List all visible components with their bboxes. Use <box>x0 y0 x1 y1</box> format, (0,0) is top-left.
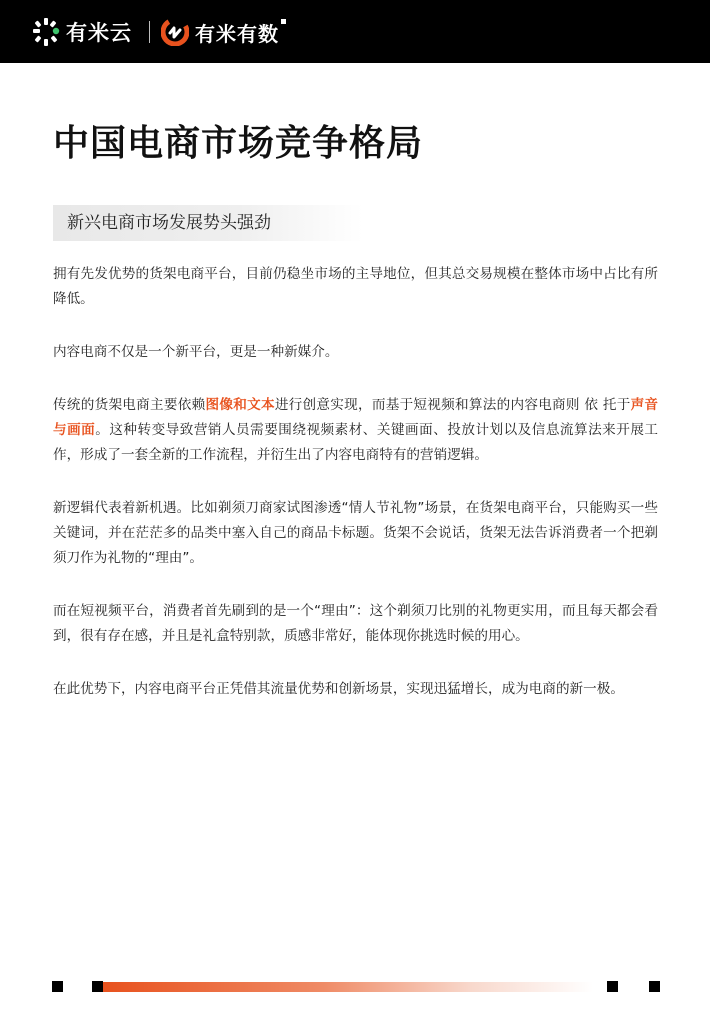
footer-square-3 <box>607 981 618 992</box>
paragraph-5: 而在短视频平台，消费者首先刷到的是一个“理由”：这个剃须刀比别的礼物更实用，而且每天都会看到，很有存在感，并且是礼盒特别款，质感非常好，能体现你挑选时候的用心。 <box>53 603 658 644</box>
paragraph-2: 内容电商不仅是一个新平台，更是一种新媒介。 <box>53 344 339 360</box>
paragraph-3-part-a: 传统的货架电商主要依赖 <box>53 397 206 413</box>
youmi-data-logo-icon <box>161 18 189 46</box>
brand1-name: 有米云 <box>66 21 132 45</box>
paragraph-3-part-b: 进行创意实现，而基于短视频和算法的内容电商则 依 托于 <box>274 397 631 413</box>
brand2-dot <box>281 19 286 24</box>
brand-youmi-data <box>161 16 286 48</box>
brand-youmi-cloud <box>30 16 132 48</box>
paragraph-3-part-c: 。这种转变导致营销人员需要围绕视频素材、关键画面、投放计划以及信息流算法来开展工作，形成了一套全新的工作流程，并衍生出了内容电商特有的营销逻辑。 <box>53 422 659 463</box>
footer-square-4 <box>649 981 660 992</box>
paragraph-3 <box>53 393 658 468</box>
footer-square-1 <box>52 981 63 992</box>
section-title: 新兴电商市场发展势头强劲 <box>67 213 271 233</box>
highlight-image-text: 图像和文本 <box>205 397 275 413</box>
page-title: 中国电商市场竞争格局 <box>53 123 424 164</box>
highlight-sound-picture: 声音与画面 <box>53 397 659 438</box>
brand2-name: 有米有数 <box>195 21 279 46</box>
page-header <box>0 0 710 63</box>
paragraph-1: 拥有先发优势的货架电商平台，目前仍稳坐市场的主导地位，但其总交易规模在整体市场中占比有所降低。 <box>53 266 658 307</box>
brand-divider <box>149 21 150 43</box>
paragraph-6: 在此优势下，内容电商平台正凭借其流量优势和创新场景，实现迅猛增长，成为电商的新一极。 <box>53 681 624 697</box>
section-header <box>53 205 363 241</box>
youmi-cloud-logo-icon <box>30 16 62 48</box>
footer-gradient-bar <box>103 982 593 992</box>
paragraph-4: 新逻辑代表着新机遇。比如剃须刀商家试图渗透“情人节礼物”场景，在货架电商平台，只能购买一些关键词，并在茫茫多的品类中塞入自己的商品卡标题。货架不会说话，货架无法告诉消费者一个把剃须刀作为礼物的“理由”。 <box>53 500 658 566</box>
article-body <box>53 262 658 730</box>
footer-square-2 <box>92 981 103 992</box>
